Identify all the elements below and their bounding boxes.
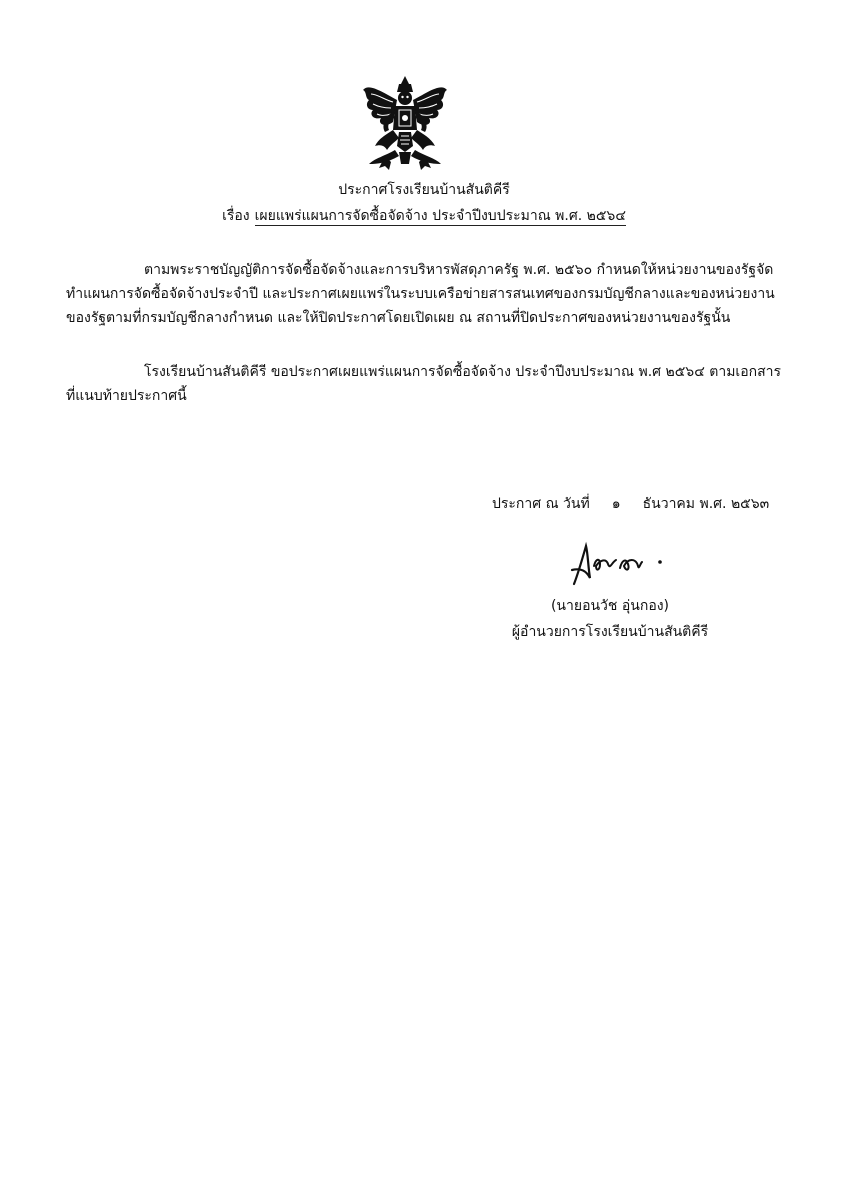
body-paragraph-1 <box>66 258 786 330</box>
date-day: ๑ <box>611 496 621 512</box>
body-paragraph-2 <box>66 360 786 408</box>
announcement-date <box>492 494 812 514</box>
subject-label: เรื่อง <box>222 208 250 224</box>
signer-name: (นายอนวัช อุ่นกอง) <box>550 598 670 614</box>
signer-position: ผู้อำนวยการโรงเรียนบ้านสันติคีรี <box>511 624 709 640</box>
paragraph-1-text: ตามพระราชบัญญัติการจัดซื้อจัดจ้างและการบริหารพัสดุภาครัฐ พ.ศ. ๒๕๖๐ กำหนดให้หน่วยงานของรัฐจัดทำแผนการจัดซื้อจัดจ้างประจำปี และประกาศเผยแพร่ในระบบเครือข่ายสารสนเทศของกรมบัญชีกลางและของหน่วยงานของรัฐตามที่กรมบัญชีกลางกำหนด และให้ปิดประกาศโดยเปิดเผย ณ สถานที่ปิดประกาศของหน่วยงานของรัฐนั้น <box>66 262 775 326</box>
handwritten-signature-icon <box>566 540 676 590</box>
document-subject <box>0 206 848 226</box>
paragraph-2-text: โรงเรียนบ้านสันติคีรี ขอประกาศเผยแพร่แผนการจัดซื้อจัดจ้าง ประจำปีงบประมาณ พ.ศ ๒๕๖๔ ตามเอกสารที่แนบท้ายประกาศนี้ <box>66 364 782 404</box>
subject-text: เผยแพร่แผนการจัดซื้อจัดจ้าง ประจำปีงบประมาณ พ.ศ. ๒๕๖๔ <box>254 208 626 224</box>
document-title: ประกาศโรงเรียนบ้านสันติคีรี <box>338 182 510 198</box>
garuda-emblem-icon <box>355 72 455 172</box>
date-prefix: ประกาศ ณ วันที่ <box>492 496 590 512</box>
date-month-year: ธันวาคม พ.ศ. ๒๕๖๓ <box>642 496 770 512</box>
